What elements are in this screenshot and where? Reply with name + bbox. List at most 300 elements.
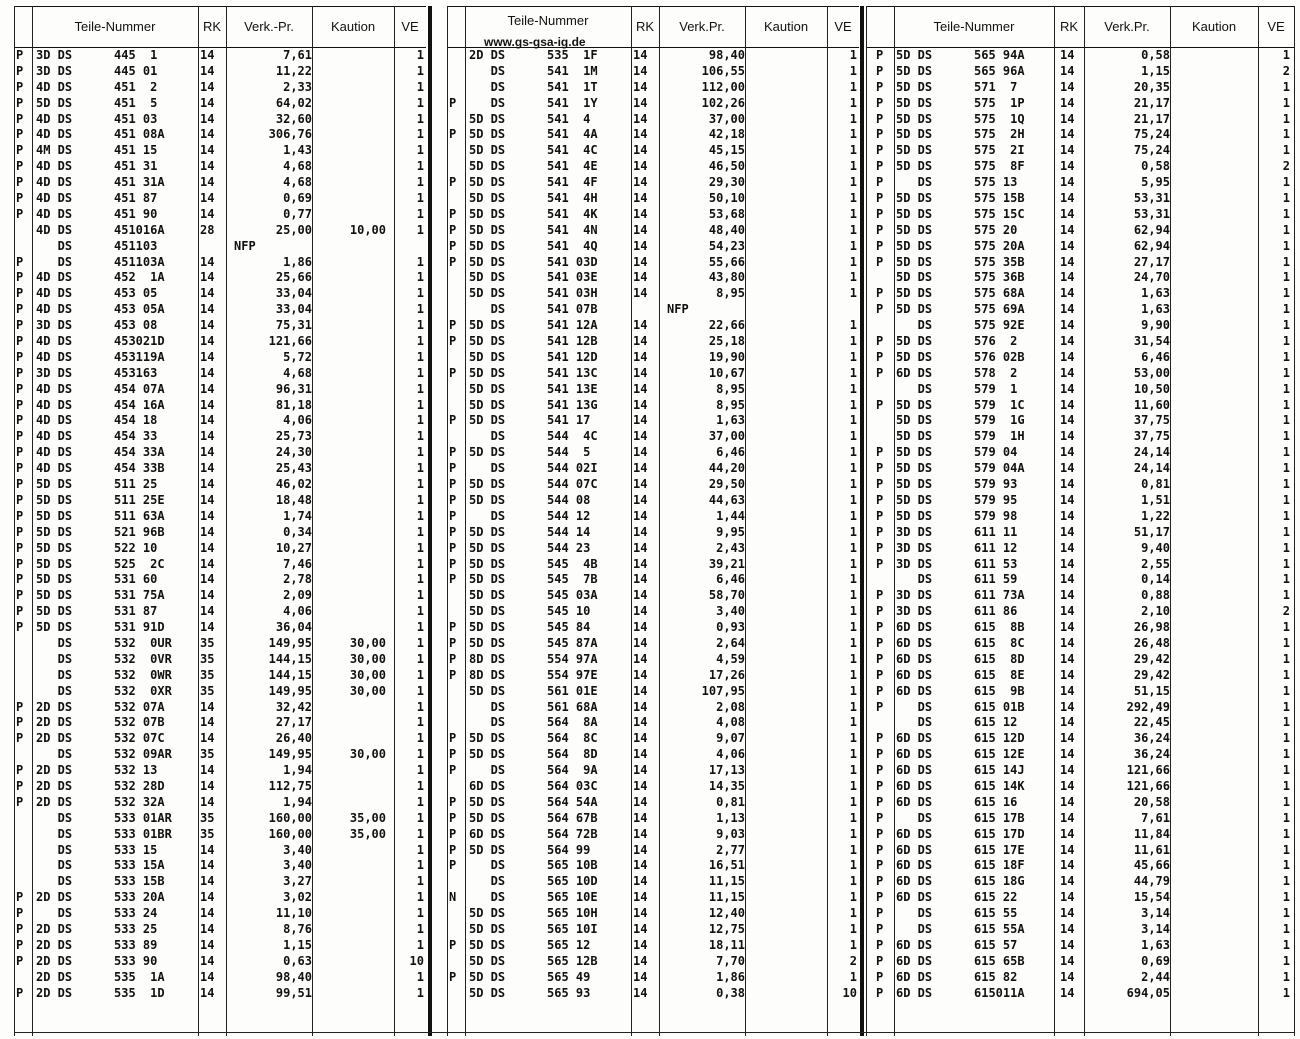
table-row	[447, 64, 859, 80]
table-row	[14, 429, 426, 445]
table-row	[866, 239, 1294, 255]
row-part-number: 521 96B	[114, 524, 165, 539]
row-ve: 1	[849, 238, 857, 253]
row-part-number: 532 07B	[114, 715, 165, 730]
table-row	[447, 445, 859, 461]
header-part-number: Teile-Nummer	[933, 19, 1015, 34]
header-rk: RK	[202, 19, 222, 34]
row-flag: P	[16, 588, 24, 603]
row-flag: P	[16, 778, 24, 793]
row-rk: 14	[1060, 429, 1075, 444]
row-prefix: 6D DS	[896, 683, 933, 698]
row-price: 3,40	[716, 604, 745, 619]
table-row	[447, 668, 859, 684]
row-prefix: 5D DS	[469, 286, 506, 301]
table-row	[447, 843, 859, 859]
price-column-3	[866, 6, 1294, 1001]
row-flag: P	[16, 492, 24, 507]
row-prefix: 5D DS	[469, 937, 506, 952]
row-rk: 14	[1060, 683, 1075, 698]
row-price: 26,98	[1133, 620, 1170, 635]
row-part-number: 579 98	[974, 508, 1018, 523]
row-rk: 14	[1060, 397, 1075, 412]
table-row	[447, 350, 859, 366]
parts-rows	[14, 48, 426, 1001]
table-row	[866, 477, 1294, 493]
row-price: 81,18	[275, 397, 312, 412]
row-price: 2,55	[1141, 556, 1170, 571]
row-price: 121,66	[1126, 778, 1170, 793]
row-ve: 1	[1282, 175, 1290, 190]
row-part-number: 561 01E	[547, 683, 598, 698]
row-rk: 14	[1060, 906, 1075, 921]
row-price: 45,15	[708, 143, 745, 158]
row-flag: P	[876, 731, 884, 746]
row-prefix: 3D DS	[896, 588, 933, 603]
row-ve: 1	[849, 778, 857, 793]
row-rk: 14	[633, 254, 648, 269]
row-prefix: 4D DS	[36, 429, 73, 444]
header-price: Verk.-Pr.	[244, 19, 294, 34]
table-row	[866, 557, 1294, 573]
table-row	[14, 413, 426, 429]
row-flag: P	[16, 620, 24, 635]
row-prefix: 5D DS	[469, 206, 506, 221]
table-row	[447, 557, 859, 573]
row-rk: 14	[1060, 111, 1075, 126]
row-flag: P	[876, 492, 884, 507]
row-price: 51,17	[1133, 524, 1170, 539]
row-rk: 35	[200, 635, 215, 650]
row-price: 12,40	[708, 906, 745, 921]
row-price: 29,42	[1133, 667, 1170, 682]
row-ve: 1	[1282, 286, 1290, 301]
row-prefix: 3D DS	[36, 63, 73, 78]
row-rk: 14	[633, 445, 648, 460]
row-part-number: 579 1H	[974, 429, 1025, 444]
table-row	[14, 191, 426, 207]
row-price: 33,04	[275, 286, 312, 301]
table-row	[447, 715, 859, 731]
row-part-number: 453 05A	[114, 302, 165, 317]
row-price: 9,40	[1141, 540, 1170, 555]
row-part-number: 579 1G	[974, 413, 1025, 428]
row-prefix: DS	[469, 890, 506, 905]
row-rk: 14	[200, 953, 215, 968]
row-flag: P	[876, 906, 884, 921]
row-ve: 2	[1282, 604, 1290, 619]
row-part-number: 532 28D	[114, 778, 165, 793]
row-prefix: 5D DS	[469, 969, 506, 984]
row-rk: 14	[200, 349, 215, 364]
row-part-number: 575 20	[974, 222, 1018, 237]
row-prefix: 5D DS	[469, 604, 506, 619]
row-price: 14,35	[708, 778, 745, 793]
row-ve: 1	[849, 445, 857, 460]
table-row	[14, 795, 426, 811]
row-price: 2,43	[716, 540, 745, 555]
row-flag: P	[16, 953, 24, 968]
row-part-number: 554 97A	[547, 651, 598, 666]
row-prefix: 5D DS	[469, 921, 506, 936]
row-part-number: 522 10	[114, 540, 158, 555]
table-row	[447, 588, 859, 604]
row-prefix: 3D DS	[896, 604, 933, 619]
row-price: 96,31	[275, 381, 312, 396]
row-part-number: 615 17E	[974, 842, 1025, 857]
row-rk: 14	[633, 429, 648, 444]
row-prefix: 4D DS	[36, 175, 73, 190]
row-price: 144,15	[268, 667, 312, 682]
row-prefix: 5D DS	[469, 810, 506, 825]
row-rk: 14	[633, 63, 648, 78]
row-prefix: 5D DS	[469, 254, 506, 269]
row-ve: 1	[416, 763, 424, 778]
row-ve: 1	[1282, 572, 1290, 587]
row-ve: 1	[1282, 699, 1290, 714]
table-row	[866, 986, 1294, 1002]
row-ve: 1	[1282, 953, 1290, 968]
row-prefix: 5D DS	[896, 127, 933, 142]
row-ve: 1	[849, 937, 857, 952]
row-price: 1,15	[283, 937, 312, 952]
row-price: 4,06	[283, 413, 312, 428]
row-part-number: 564 8A	[547, 715, 598, 730]
row-price: 292,49	[1126, 699, 1170, 714]
row-ve: 1	[849, 540, 857, 555]
row-prefix: 5D DS	[896, 63, 933, 78]
row-flag: P	[16, 763, 24, 778]
row-rk: 14	[633, 365, 648, 380]
row-part-number: 611 73A	[974, 588, 1025, 603]
row-flag: P	[449, 445, 457, 460]
row-price: 149,95	[268, 747, 312, 762]
row-part-number: 532 0XR	[114, 683, 172, 698]
row-ve: 1	[849, 461, 857, 476]
table-row	[447, 970, 859, 986]
row-ve: 1	[416, 302, 424, 317]
row-prefix: 5D DS	[36, 604, 73, 619]
row-flag: P	[16, 699, 24, 714]
row-price: 121,66	[1126, 763, 1170, 778]
row-price: 6,46	[716, 572, 745, 587]
row-part-number: 575 13	[974, 175, 1018, 190]
row-ve: 1	[416, 445, 424, 460]
row-part-number: 454 33B	[114, 461, 165, 476]
row-rk: 14	[200, 588, 215, 603]
row-price: 11,61	[1133, 842, 1170, 857]
row-part-number: 561 68A	[547, 699, 598, 714]
row-prefix: DS	[36, 874, 73, 889]
row-part-number: 445 1	[114, 48, 158, 62]
row-part-number: 541 13E	[547, 381, 598, 396]
row-prefix: 5D DS	[469, 143, 506, 158]
row-price: 31,54	[1133, 334, 1170, 349]
row-ve: 2	[1282, 63, 1290, 78]
table-row	[447, 700, 859, 716]
row-flag: P	[876, 286, 884, 301]
row-part-number: 451 08A	[114, 127, 165, 142]
row-flag: P	[16, 429, 24, 444]
row-ve: 1	[849, 842, 857, 857]
row-rk: 14	[200, 175, 215, 190]
row-rk: 14	[633, 794, 648, 809]
row-ve: 1	[849, 906, 857, 921]
row-ve: 1	[416, 508, 424, 523]
row-ve: 1	[1282, 238, 1290, 253]
row-flag: P	[876, 588, 884, 603]
row-ve: 1	[416, 206, 424, 221]
row-flag: P	[876, 349, 884, 364]
row-flag: P	[876, 953, 884, 968]
row-prefix: DS	[36, 842, 73, 857]
row-price: 21,17	[1133, 95, 1170, 110]
row-ve: 1	[416, 699, 424, 714]
row-part-number: 532 0WR	[114, 667, 172, 682]
header-ve: VE	[401, 19, 419, 34]
row-prefix: 4M DS	[36, 143, 73, 158]
row-part-number: 533 90	[114, 953, 158, 968]
row-part-number: 541 4E	[547, 159, 598, 174]
table-row	[14, 763, 426, 779]
row-part-number: 451016A	[114, 222, 165, 237]
row-prefix: 5D DS	[896, 334, 933, 349]
row-flag: P	[449, 175, 457, 190]
row-ve: 1	[416, 588, 424, 603]
table-row	[866, 779, 1294, 795]
row-ve: 1	[416, 334, 424, 349]
row-rk: 14	[633, 238, 648, 253]
row-price: 75,24	[1133, 127, 1170, 142]
row-ve: 1	[1282, 540, 1290, 555]
row-part-number: 611 11	[974, 524, 1018, 539]
table-row	[14, 64, 426, 80]
row-price: 8,95	[716, 286, 745, 301]
row-flag: P	[16, 63, 24, 78]
row-price: 11,15	[708, 890, 745, 905]
row-rk: 14	[633, 556, 648, 571]
row-prefix: DS	[896, 921, 933, 936]
row-flag: P	[449, 524, 457, 539]
row-deposit: 30,00	[349, 651, 386, 666]
row-ve: 1	[416, 810, 424, 825]
row-ve: 1	[849, 635, 857, 650]
table-row	[14, 461, 426, 477]
row-flag: P	[876, 651, 884, 666]
table-row	[447, 906, 859, 922]
row-ve: 1	[849, 63, 857, 78]
row-ve: 1	[416, 79, 424, 94]
row-rk: 14	[1060, 985, 1075, 1000]
row-part-number: 575 15B	[974, 191, 1025, 206]
row-flag: P	[16, 365, 24, 380]
row-part-number: 452 1A	[114, 270, 165, 285]
row-ve: 1	[849, 477, 857, 492]
row-ve: 1	[416, 620, 424, 635]
row-price: 160,00	[268, 810, 312, 825]
table-row	[14, 175, 426, 191]
row-price: 44,63	[708, 492, 745, 507]
row-ve: 1	[416, 63, 424, 78]
row-rk: 14	[1060, 556, 1075, 571]
row-part-number: 544 08	[547, 492, 591, 507]
row-part-number: 541 17	[547, 413, 591, 428]
row-part-number: 615 8C	[974, 635, 1025, 650]
row-ve: 1	[416, 635, 424, 650]
row-rk: 14	[200, 397, 215, 412]
row-price: 112,00	[701, 79, 745, 94]
row-ve: 1	[849, 143, 857, 158]
row-flag: P	[449, 763, 457, 778]
row-ve: 1	[1282, 508, 1290, 523]
table-row	[866, 763, 1294, 779]
row-prefix: 6D DS	[896, 874, 933, 889]
header-ve: VE	[834, 19, 852, 34]
row-price: 144,15	[268, 651, 312, 666]
column-header	[866, 6, 1294, 48]
row-rk: 35	[200, 747, 215, 762]
row-flag: P	[16, 477, 24, 492]
row-rk: 14	[633, 524, 648, 539]
row-ve: 1	[1282, 969, 1290, 984]
table-row	[14, 255, 426, 271]
row-rk: 14	[633, 858, 648, 873]
table-row	[866, 970, 1294, 986]
row-rk: 14	[633, 206, 648, 221]
row-flag: P	[876, 826, 884, 841]
row-rk: 14	[633, 477, 648, 492]
table-row	[447, 175, 859, 191]
row-prefix: DS	[469, 63, 506, 78]
row-flag: P	[16, 461, 24, 476]
row-ve: 1	[416, 286, 424, 301]
row-price: 2,44	[1141, 969, 1170, 984]
row-prefix: 4D DS	[36, 286, 73, 301]
row-price: 3,27	[283, 874, 312, 889]
row-ve: 1	[849, 604, 857, 619]
row-prefix: 5D DS	[469, 381, 506, 396]
row-price: 1,44	[716, 508, 745, 523]
table-row	[866, 588, 1294, 604]
row-rk: 14	[200, 63, 215, 78]
row-flag: P	[876, 445, 884, 460]
row-flag: P	[876, 874, 884, 889]
row-prefix: DS	[896, 715, 933, 730]
table-row	[14, 652, 426, 668]
row-prefix: DS	[896, 175, 933, 190]
table-row	[14, 922, 426, 938]
row-price: 53,00	[1133, 365, 1170, 380]
row-flag: P	[449, 651, 457, 666]
row-prefix: DS	[469, 95, 506, 110]
table-row	[866, 413, 1294, 429]
row-price: 6,46	[1141, 349, 1170, 364]
table-row	[14, 48, 426, 64]
row-price: 106,55	[701, 63, 745, 78]
row-rk: 14	[1060, 413, 1075, 428]
row-rk: 14	[633, 492, 648, 507]
row-ve: 1	[849, 810, 857, 825]
table-row	[866, 922, 1294, 938]
row-rk: 14	[1060, 747, 1075, 762]
row-flag: P	[876, 175, 884, 190]
row-price: 15,54	[1133, 890, 1170, 905]
row-prefix: 5D DS	[36, 477, 73, 492]
table-row	[447, 366, 859, 382]
row-part-number: 531 75A	[114, 588, 165, 603]
row-rk: 14	[1060, 699, 1075, 714]
table-row	[14, 874, 426, 890]
row-price: 7,70	[716, 953, 745, 968]
row-rk: 14	[633, 763, 648, 778]
row-part-number: 541 03H	[547, 286, 598, 301]
row-prefix: 4D DS	[36, 302, 73, 317]
row-prefix: 6D DS	[896, 763, 933, 778]
row-flag: P	[876, 635, 884, 650]
row-rk: 14	[200, 890, 215, 905]
row-rk: 14	[200, 556, 215, 571]
row-prefix: 5D DS	[36, 540, 73, 555]
row-part-number: 579 93	[974, 477, 1018, 492]
row-ve: 1	[1282, 715, 1290, 730]
table-row	[447, 986, 859, 1002]
row-flag: P	[876, 111, 884, 126]
row-price: 0,77	[283, 206, 312, 221]
row-rk: 14	[200, 937, 215, 952]
row-prefix: 4D DS	[36, 397, 73, 412]
row-flag: P	[876, 937, 884, 952]
row-flag: P	[876, 763, 884, 778]
table-row	[447, 286, 859, 302]
row-price: 26,40	[275, 731, 312, 746]
table-row	[866, 80, 1294, 96]
price-column-1	[14, 6, 426, 1001]
row-price: 27,17	[275, 715, 312, 730]
row-rk: 14	[1060, 286, 1075, 301]
row-rk: 14	[200, 842, 215, 857]
row-prefix: 5D DS	[896, 445, 933, 460]
row-rk: 14	[200, 445, 215, 460]
row-part-number: 578 2	[974, 365, 1018, 380]
row-part-number: 615 18F	[974, 858, 1025, 873]
table-row	[447, 874, 859, 890]
row-prefix: 6D DS	[896, 858, 933, 873]
row-price: 0,34	[283, 524, 312, 539]
row-ve: 1	[416, 397, 424, 412]
row-price: NFP	[667, 302, 689, 317]
row-rk: 14	[1060, 635, 1075, 650]
row-prefix: 5D DS	[469, 620, 506, 635]
row-price: 8,95	[716, 397, 745, 412]
row-prefix: 2D DS	[36, 953, 73, 968]
row-ve: 1	[416, 270, 424, 285]
row-part-number: 575 20A	[974, 238, 1025, 253]
row-rk: 14	[633, 588, 648, 603]
row-price: 50,10	[708, 191, 745, 206]
row-rk: 35	[200, 667, 215, 682]
row-price: 7,61	[1141, 810, 1170, 825]
row-price: 3,14	[1141, 906, 1170, 921]
row-ve: 1	[1282, 461, 1290, 476]
row-ve: 1	[1282, 477, 1290, 492]
row-rk: 14	[1060, 874, 1075, 889]
row-flag: P	[16, 111, 24, 126]
row-part-number: 541 4	[547, 111, 591, 126]
row-rk: 14	[1060, 63, 1075, 78]
table-row	[866, 731, 1294, 747]
row-part-number: 564 72B	[547, 826, 598, 841]
row-ve: 1	[416, 858, 424, 873]
